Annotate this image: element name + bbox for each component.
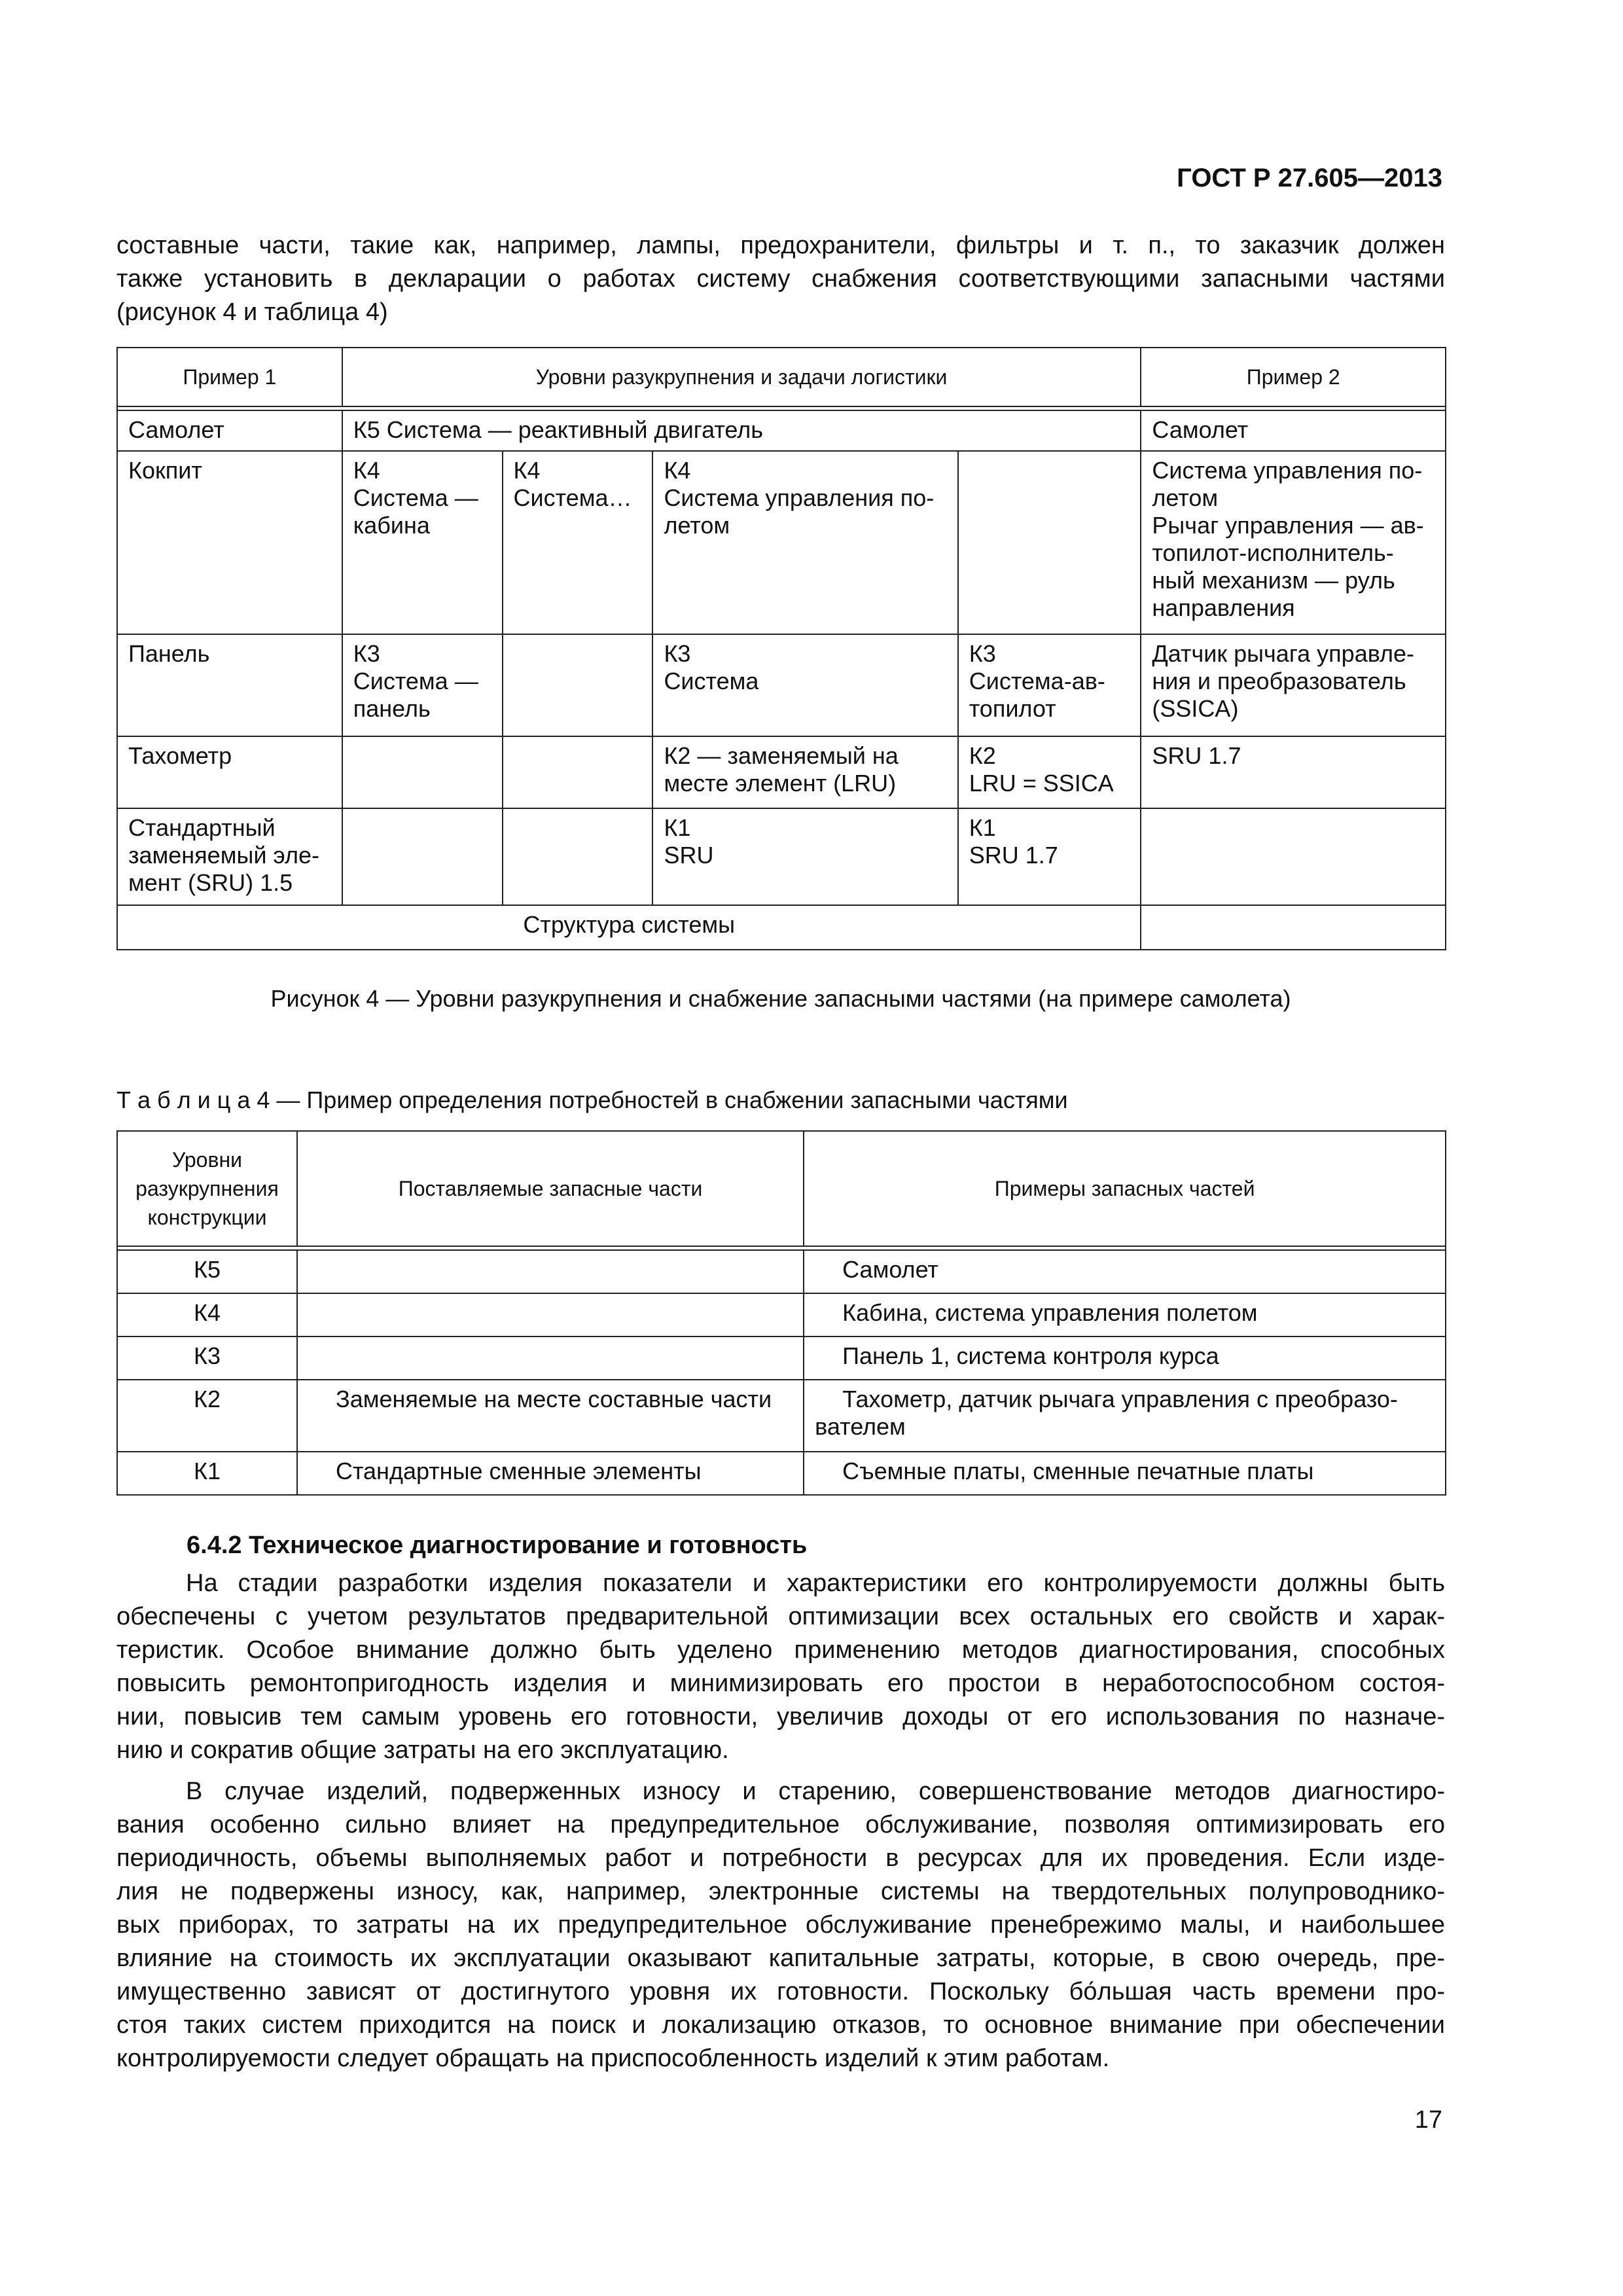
fig-cell xyxy=(503,634,653,736)
text-line: вания особенно сильно влияет на предупредительное обслуживание, позволяя оптимизировать его xyxy=(116,1811,1445,1839)
section-title: Техническое диагностирование и готовность xyxy=(249,1532,808,1559)
paragraph-1 xyxy=(116,1567,1445,1767)
fig-cell: Датчик рычага управле- ния и преобразователь (SSICA) xyxy=(1141,634,1446,736)
table-4-label: Т а б л и ц а 4 xyxy=(116,1086,270,1113)
table-cell xyxy=(297,1293,804,1336)
fig-cell: Стандартный заменяемый эле- мент (SRU) 1.5 xyxy=(117,808,342,905)
table-4-text: — Пример определения потребностей в снабжении запасными частями xyxy=(270,1086,1068,1113)
fig-cell: К1 SRU xyxy=(652,808,957,905)
document-id: ГОСТ Р 27.605—2013 xyxy=(1177,164,1442,192)
text-line: периодичность, объемы выполняемых работ и потребности в ресурсах для их проведения. Если изде- xyxy=(116,1844,1445,1872)
fig-cell: SRU 1.7 xyxy=(1141,736,1446,808)
header-levels: Уровни разукрупнения и задачи логистики xyxy=(342,348,1141,406)
text-line: На стадии разработки изделия показатели и характеристики его контролируемости должны быть xyxy=(186,1570,1445,1597)
table-cell xyxy=(297,1336,804,1380)
fig-cell: К2 LRU = SSICA xyxy=(958,736,1141,808)
text-line: лия не подвержены износу, как, например, электронные системы на твердотельных полупроводнико- xyxy=(116,1878,1445,1905)
figure-4-caption: Рисунок 4 — Уровни разукрупнения и снабжение запасными частями (на примере самолета) xyxy=(270,985,1291,1012)
table-cell: К5 xyxy=(117,1250,297,1293)
table-row xyxy=(117,1250,1446,1293)
fig-cell xyxy=(1141,808,1446,905)
fig-cell: К3 Система-ав- топилот xyxy=(958,634,1141,736)
fig-cell: К3 Система xyxy=(652,634,957,736)
text-line: (рисунок 4 и таблица 4) xyxy=(116,298,388,326)
table-cell: Кабина, система управления полетом xyxy=(804,1293,1446,1336)
text-line: теристик. Особое внимание должно быть уделено применению методов диагностирования, способных xyxy=(116,1636,1445,1664)
table-cell: К1 xyxy=(117,1452,297,1495)
text-line: стоя таких систем приходится на поиск и локализацию отказов, то основное внимание при обеспечении xyxy=(116,2011,1445,2039)
section-heading xyxy=(187,1532,807,1560)
table-cell: Стандартные сменные элементы xyxy=(297,1452,804,1495)
paragraph-2 xyxy=(116,1775,1445,2075)
text-line: нию и сократив общие затраты на его эксплуатацию. xyxy=(116,1736,729,1764)
fig-cell: К4 Система — кабина xyxy=(342,451,503,634)
fig-cell xyxy=(1141,905,1446,950)
table-cell: Заменяемые на месте составные части xyxy=(297,1380,804,1452)
table-cell: Тахометр, датчик рычага управления с преобразо- вателем xyxy=(804,1380,1446,1452)
header-example-1: Пример 1 xyxy=(117,348,342,406)
text-line: обеспечены с учетом результатов предварительной оптимизации всех остальных его свойств и харак- xyxy=(116,1603,1445,1630)
table-row xyxy=(117,1380,1446,1452)
table-cell: Съемные платы, сменные печатные платы xyxy=(804,1452,1446,1495)
table-cell: К4 xyxy=(117,1293,297,1336)
intro-paragraph xyxy=(116,229,1445,329)
fig-cell: Самолет xyxy=(117,410,342,451)
text-line: вых приборах, то затраты на их предупредительное обслуживание пренебрежимо малы, и наибольшее xyxy=(116,1911,1445,1939)
text-line: В случае изделий, подверженных износу и старению, совершенствование методов диагностиро- xyxy=(186,1778,1445,1805)
fig-cell: К1 SRU 1.7 xyxy=(958,808,1141,905)
fig-cell: К3 Система — панель xyxy=(342,634,503,736)
table-cell: Самолет xyxy=(804,1250,1446,1293)
text-line: нии, повысив тем самым уровень его готовности, увеличив доходы от его использования по назначе- xyxy=(116,1703,1445,1731)
table-cell: К3 xyxy=(117,1336,297,1380)
fig-structure-label: Структура системы xyxy=(117,905,1141,950)
table-4-title xyxy=(116,1086,1068,1114)
table-header-levels: Уровни разукрупнения конструкции xyxy=(117,1131,297,1246)
section-number: 6.4.2 xyxy=(187,1532,242,1559)
table-4 xyxy=(116,1130,1446,1496)
figure-4-table xyxy=(116,347,1446,950)
header-example-2: Пример 2 xyxy=(1141,348,1446,406)
table-header-supplied: Поставляемые запасные части xyxy=(297,1131,804,1246)
fig-cell: К2 — заменяемый на месте элемент (LRU) xyxy=(652,736,957,808)
fig-cell: К5 Система — реактивный двигатель xyxy=(342,410,1141,451)
fig-cell xyxy=(342,736,503,808)
text-line: контролируемости следует обращать на приспособленность изделий к этим работам. xyxy=(116,2045,1110,2072)
text-line: имущественно зависят от достигнутого уровня их готовности. Поскольку бо́льшая часть времени про- xyxy=(116,1978,1445,2005)
fig-cell xyxy=(503,736,653,808)
fig-cell: К4 Система управления по- летом xyxy=(652,451,957,634)
fig-cell xyxy=(503,808,653,905)
fig-cell xyxy=(342,808,503,905)
fig-cell: Система управления по- летом Рычаг управления — ав- топилот-исполнитель- ный механизм — руль направления xyxy=(1141,451,1446,634)
page-number: 17 xyxy=(1414,2106,1442,2134)
table-row xyxy=(117,1293,1446,1336)
text-line: составные части, такие как, например, лампы, предохранители, фильтры и т. п., то заказчик должен xyxy=(116,232,1445,259)
fig-cell: Панель xyxy=(117,634,342,736)
table-cell: К2 xyxy=(117,1380,297,1452)
fig-cell: Кокпит xyxy=(117,451,342,634)
fig-cell: К4 Система… xyxy=(503,451,653,634)
text-line: также установить в декларации о работах систему снабжения соответствующими запасными частями xyxy=(116,265,1445,293)
fig-cell: Самолет xyxy=(1141,410,1446,451)
table-header-examples: Примеры запасных частей xyxy=(804,1131,1446,1246)
table-row xyxy=(117,1452,1446,1495)
text-line: повысить ремонтопригодность изделия и минимизировать его простои в неработоспособном состоя- xyxy=(116,1670,1445,1697)
fig-cell: Тахометр xyxy=(117,736,342,808)
table-cell: Панель 1, система контроля курса xyxy=(804,1336,1446,1380)
text-line: влияние на стоимость их эксплуатации оказывают капитальные затраты, которые, в свою очередь, пре- xyxy=(116,1945,1445,1972)
table-row xyxy=(117,1336,1446,1380)
table-cell xyxy=(297,1250,804,1293)
fig-cell xyxy=(958,451,1141,634)
